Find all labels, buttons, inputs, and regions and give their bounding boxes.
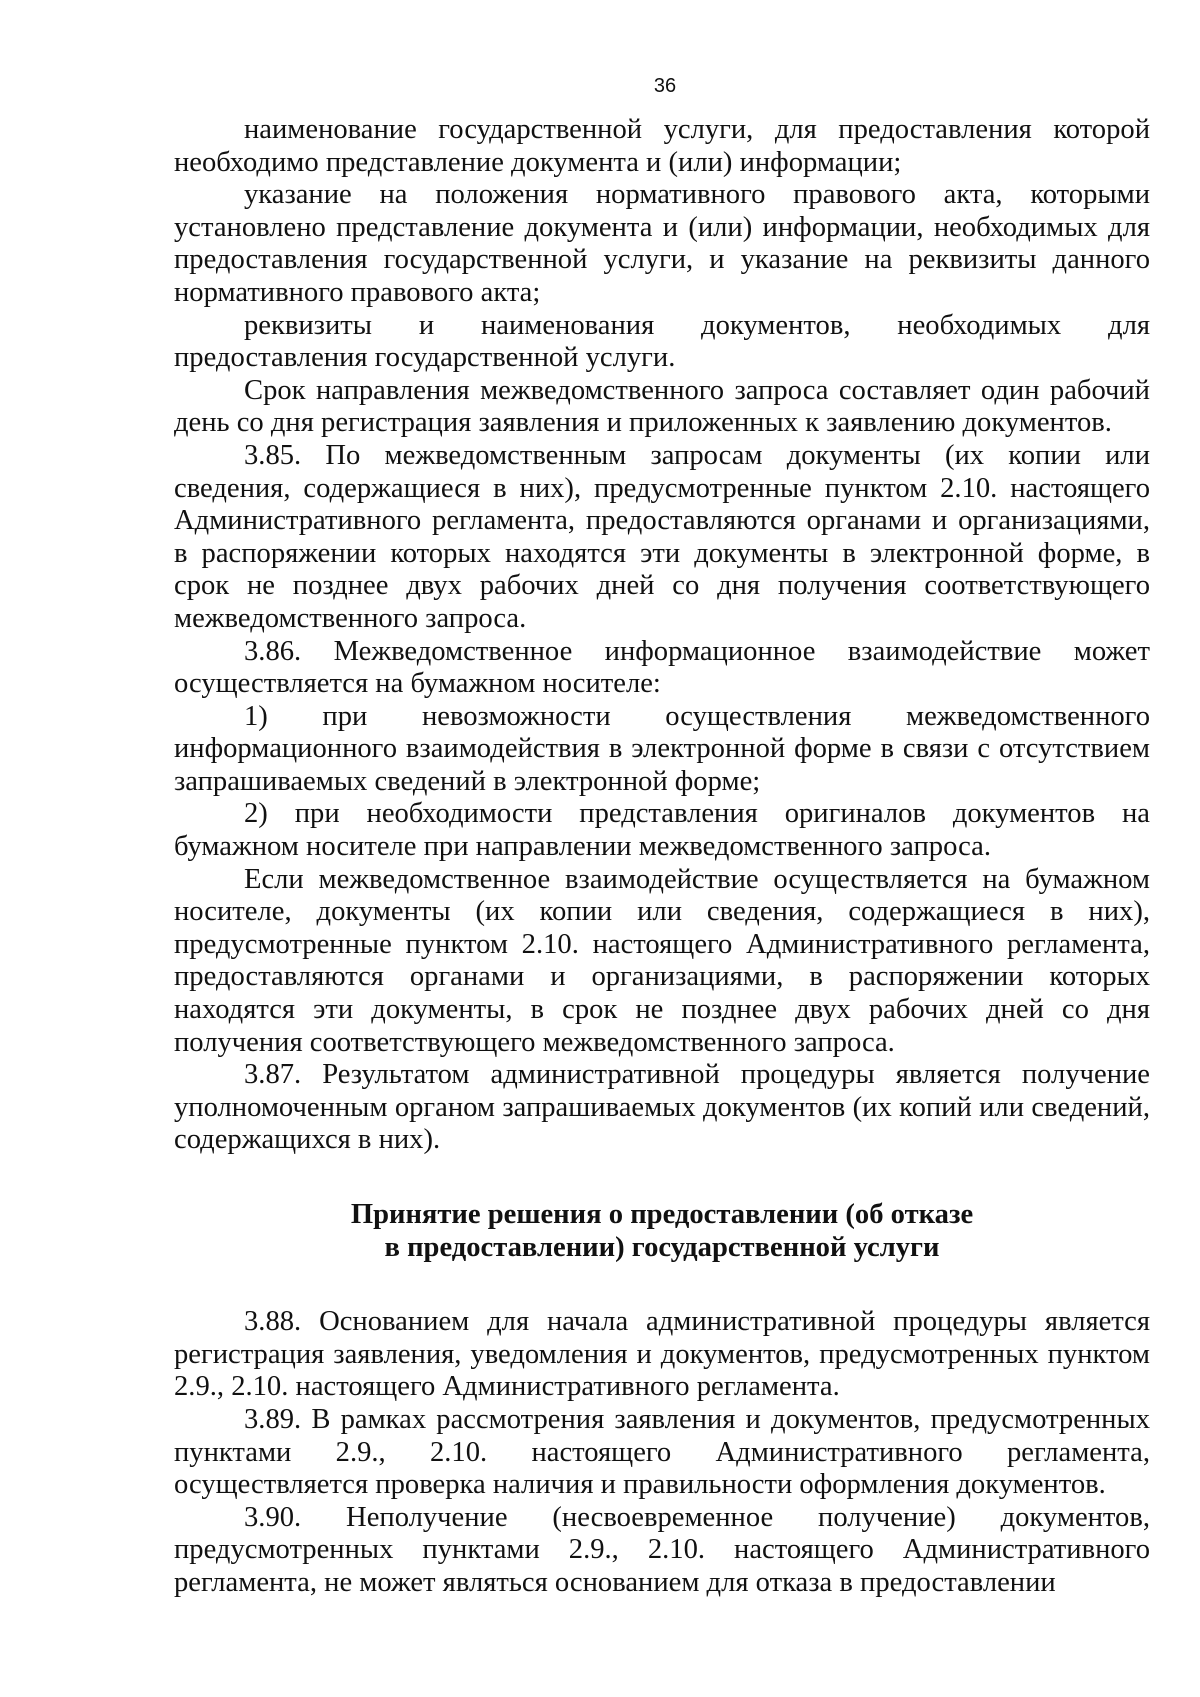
list-item-2: 2) при необходимости представления оригиналов документов на бумажном носителе при направлении межведомственного запроса. bbox=[174, 798, 1150, 863]
section-heading-line-1: Принятие решения о предоставлении (об отказе bbox=[350, 1199, 974, 1230]
section-heading-line-2: в предоставлении) государственной услуги bbox=[384, 1231, 940, 1263]
paragraph-3-86: 3.86. Межведомственное информационное взаимодействие может осуществляется на бумажном носителе: bbox=[174, 635, 1150, 700]
paragraph-3-87: 3.87. Результатом административной процедуры является получение уполномоченным органом запрашиваемых документов (их копий или сведений, содержащихся в них). bbox=[174, 1059, 1150, 1156]
list-item-1: 1) при невозможности осуществления межведомственного информационного взаимодействия в электронной форме в связи с отсутствием запрашиваемых сведений в электронной форме; bbox=[174, 700, 1150, 797]
paragraph-3-90: 3.90. Неполучение (несвоевременное получение) документов, предусмотренных пунктами 2.9., 2.10. настоящего Административного регламента, не может являться основанием для отказа в предоставлении bbox=[174, 1501, 1150, 1598]
section-heading bbox=[174, 1199, 1150, 1264]
paragraph: Если межведомственное взаимодействие осуществляется на бумажном носителе, документы (их копии или сведения, содержащиеся в них), предусмотренные пунктом 2.10. настоящего Административного регламента, предоставляются органами и организациями, в распоряжении которых находятся эти документы, в срок не позднее двух рабочих дней со дня получения соответствующего межведомственного запроса. bbox=[174, 863, 1150, 1058]
paragraph: наименование государственной услуги, для предоставления которой необходимо представление документа и (или) информации; bbox=[174, 114, 1150, 178]
paragraph: Срок направления межведомственного запроса составляет один рабочий день со дня регистрация заявления и приложенных к заявлению документов. bbox=[174, 374, 1150, 439]
page-number: 36 bbox=[653, 75, 677, 97]
paragraph: реквизиты и наименования документов, необходимых для предоставления государственной услуги. bbox=[174, 309, 1150, 374]
paragraph-3-85: 3.85. По межведомственным запросам документы (их копии или сведения, содержащиеся в них), предусмотренные пунктом 2.10. настоящего Административного регламента, предоставляются органами и организациями, в распоряжении которых находятся эти документы в электронной форме, в срок не позднее двух рабочих дней со дня получения соответствующего межведомственного запроса. bbox=[174, 439, 1150, 634]
document-body bbox=[174, 114, 1150, 1600]
paragraph-3-88: 3.88. Основанием для начала административной процедуры является регистрация заявления, уведомления и документов, предусмотренных пунктом 2.9., 2.10. настоящего Административного регламента. bbox=[174, 1306, 1150, 1403]
paragraph: указание на положения нормативного правового акта, которыми установлено представление документа и (или) информации, необходимых для предоставления государственной услуги, и указание на реквизиты данного нормативного правового акта; bbox=[174, 179, 1150, 308]
paragraph-3-89: 3.89. В рамках рассмотрения заявления и документов, предусмотренных пунктами 2.9., 2.10. настоящего Административного регламента, осуществляется проверка наличия и правильности оформления документов. bbox=[174, 1403, 1150, 1501]
